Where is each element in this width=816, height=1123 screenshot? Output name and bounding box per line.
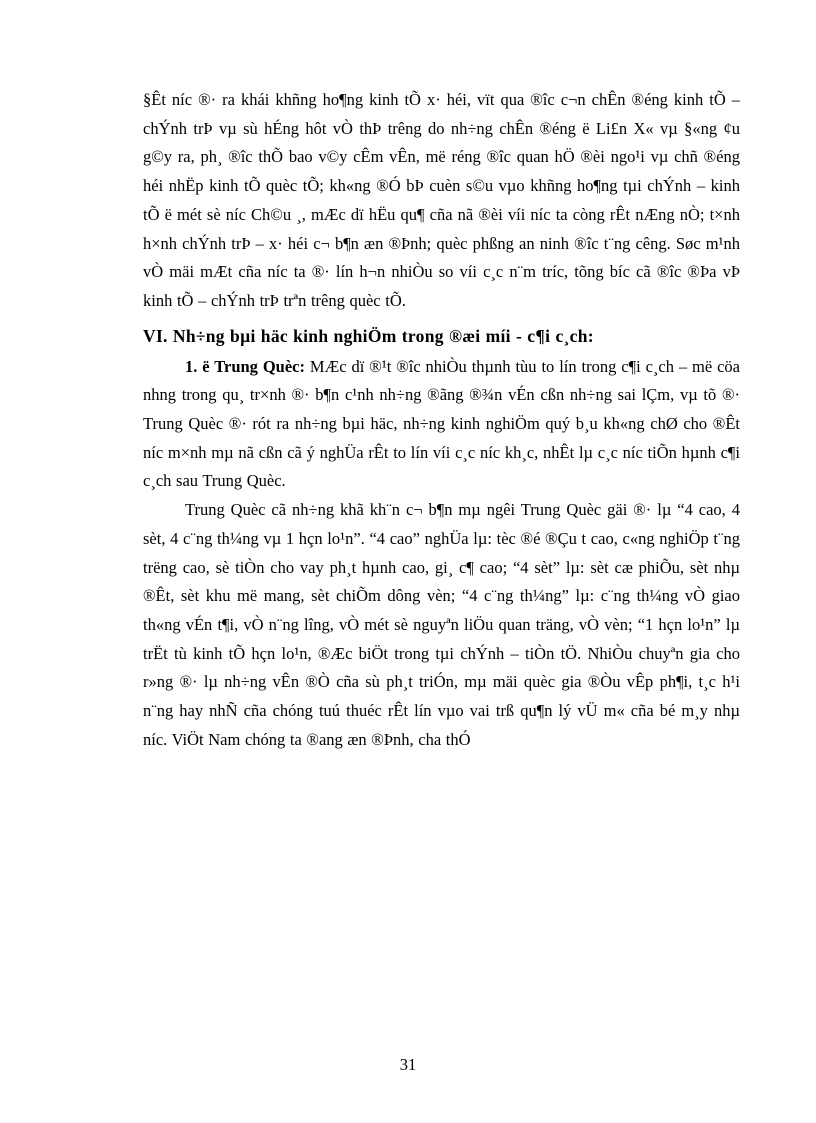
subsection-1-label: 1. ë Trung Quèc:	[185, 356, 305, 376]
subsection-1-body: MÆc dï ®¹t ®îc nhiÒu thµnh tùu to lín trong c¶i c¸ch – më cöa nhng trong qu¸ tr×nh ®· b¶n c¹nh nh÷ng ®ãng ®¾n vÉn cßn nh÷ng sai lÇm, vµ tõ ®· Trung Quèc ®· rót ra nh÷ng bµi häc, nh÷ng kinh nghiÖm quý b¸u kh«ng chØ cho ®Êt níc m×nh mµ nã cßn cã ý nghÜa rÊt to lín víi c¸c níc kh¸c, nhÊt lµ c¸c níc tiÕn hµnh c¶i c¸ch sau Trung Quèc.	[143, 356, 740, 491]
page-number: 31	[399, 1055, 417, 1074]
subsection-1	[143, 353, 740, 497]
paragraph-2: Trung Quèc cã nh÷ng khã kh¨n c¬ b¶n mµ ngêi Trung Quèc gäi ®· lµ “4 cao, 4 sèt, 4 c¨ng th¼ng vµ 1 hçn lo¹n”. “4 cao” nghÜa lµ: tèc ®é ®Çu t cao, c«ng nghiÖp t¨ng trëng cao, sè tiÒn cho vay ph¸t hµnh cao, gi¸ c¶ cao; “4 sèt” lµ: sèt cæ phiÕu, sèt nhµ ®Êt, sèt khu më mang, sèt chiÕm dông vèn; “4 c¨ng th¼ng” lµ: c¨ng th¼ng vÒ giao th«ng vÉn t¶i, vÒ n¨ng lîng, vÒ mét sè nguyªn liÖu quan träng, vÒ vèn; “1 hçn lo¹n” lµ trËt tù kinh tÕ hçn lo¹n, ®Æc biÖt trong tµi chÝnh – tiÒn tÖ. NhiÒu chuyªn gia cho r»ng ®· lµ nh÷ng vÊn ®Ò cña sù ph¸t triÓn, mµ mäi quèc gia ®Òu vÊp ph¶i, t¸c h¹i n¨ng hay nhÑ cña chóng tuú thuéc rÊt lín vµo vai trß qu¶n lý vÜ m« cña bé m¸y nhµ níc. ViÖt Nam chóng ta ®ang æn ®Þnh, cha thÓ	[143, 500, 740, 749]
paragraph-1: §Êt níc ®· ra khái khñng ho¶ng kinh tÕ x· héi, vït qua ®îc c¬n chÊn ®éng kinh tÕ – chÝnh trÞ vµ sù hÉng hôt vÒ thÞ trêng do nh÷ng chÊn ®éng ë Li£n X« vµ §«ng ¢u g©y ra, ph¸ ®îc thÕ bao v©y cÊm vÊn, më réng ®îc quan hÖ ®èi ngo¹i vµ chñ ®éng héi nhËp kinh tÕ quèc tÕ; kh«ng ®Ó bÞ cuèn s©u vµo khñng ho¶ng tµi chÝnh – kinh tÕ ë mét sè níc Ch©u ¸, mÆc dï hËu qu¶ cña nã ®èi víi níc ta còng rÊt nÆng nÒ; t×nh h×nh chÝnh trÞ – x· héi c¬ b¶n æn ®Þnh; quèc phßng an ninh ®îc t¨ng cêng. Søc m¹nh vÒ mäi mÆt cña níc ta ®· lín h¬n nhiÒu so víi c¸c n¨m tríc, tõng bíc cã ®îc ®Þa vÞ kinh tÕ – chÝnh trÞ trªn trêng quèc tÕ.	[143, 90, 740, 310]
section-heading-vi: VI. Nh÷ng bµi häc kinh nghiÖm trong ®æi míi - c¶i c¸ch:	[143, 325, 594, 346]
document-body	[143, 86, 740, 755]
